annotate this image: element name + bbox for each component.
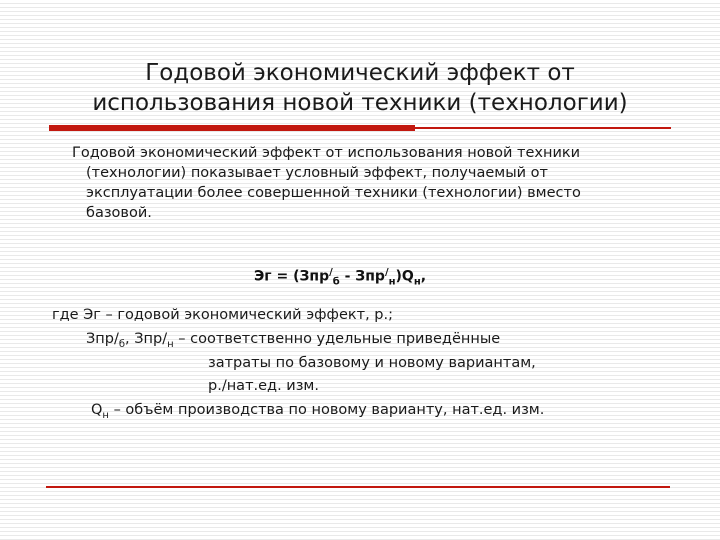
legend-line-2 xyxy=(86,329,500,355)
title-line-2: использования новой техники (технологии) xyxy=(92,90,628,116)
formula-sub-n2: н xyxy=(413,276,421,288)
formula-sub-n: н xyxy=(388,276,396,288)
legend-line-2-d: н xyxy=(167,338,174,350)
definition-line-2: (технологии) показывает условный эффект, получаемый от xyxy=(86,165,548,181)
title-line-1: Годовой экономический эффект от xyxy=(145,60,575,86)
formula-end: )Q xyxy=(395,268,414,285)
formula-slash-2: / xyxy=(384,267,389,278)
definition-line-3: эксплуатации более совершенной техники (технологии) вместо xyxy=(86,185,581,201)
title-underline-thin xyxy=(415,127,671,129)
bottom-rule xyxy=(46,486,670,488)
formula-lhs: Эг = (Зпр xyxy=(254,268,330,285)
formula-comma: , xyxy=(420,268,427,285)
legend-line-1: где Эг – годовой экономический эффект, р.; xyxy=(52,307,393,323)
legend-line-2-c: , Зпр/ xyxy=(125,331,168,347)
legend-line-3: затраты по базовому и новому вариантам, xyxy=(208,355,536,371)
legend-line-5-c: – объём производства по новому варианту, нат.ед. изм. xyxy=(108,402,545,418)
definition-line-1: Годовой экономический эффект от использования новой техники xyxy=(72,145,581,161)
definition-line-4: базовой. xyxy=(86,205,152,221)
formula-slash-1: / xyxy=(329,267,333,278)
formula-sub-b: б xyxy=(332,276,340,288)
legend-line-5-b: н xyxy=(102,409,109,421)
legend-line-2-e: – соответственно удельные приведённые xyxy=(173,331,501,347)
title-underline-thick xyxy=(49,125,415,131)
formula-mid: - Зпр xyxy=(339,268,385,285)
legend-line-4: р./нат.ед. изм. xyxy=(208,378,319,394)
legend-line-5-a: Q xyxy=(91,402,103,418)
legend-line-5 xyxy=(91,400,544,426)
legend-line-2-b: б xyxy=(118,338,126,350)
formula xyxy=(254,267,426,287)
legend-line-2-a: Зпр/ xyxy=(86,331,119,347)
slide-title xyxy=(40,58,680,118)
